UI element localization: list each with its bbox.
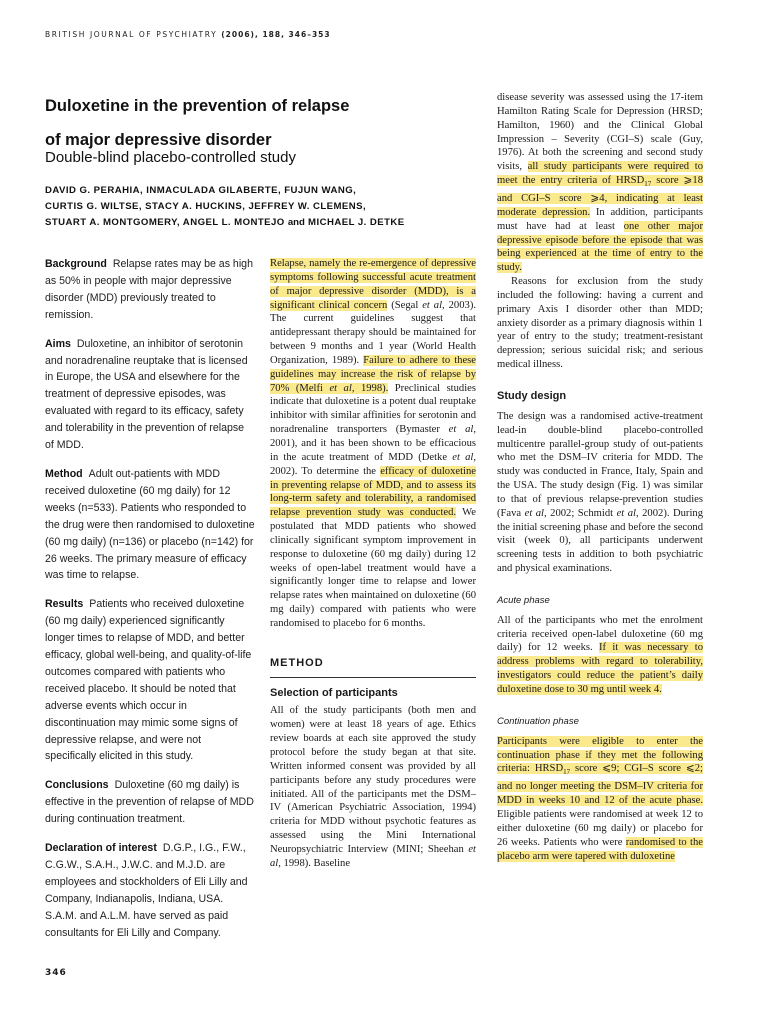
page-number: 346 (45, 968, 67, 978)
acute-phase-heading: Acute phase (497, 594, 550, 606)
method-heading: METHOD (270, 657, 476, 678)
journal-name: BRITISH JOURNAL OF PSYCHIATRY (45, 30, 218, 39)
author-line-2: CURTIS G. WILTSE, STACY A. HUCKINS, JEFFREY W. CLEMENS, (45, 201, 367, 212)
running-head (45, 30, 331, 39)
intro-paragraph: Relapse, namely the re-emergence of depressive symptoms following successful acute treatment of major depressive disorder (MDD), is a significant clinical concern (Segal et al, 2003). The current guidelines suggest that antidepressant therapy should be maintained for between 9 months and 1 year (World Health Organization, 1989). Failure to adhere to these guidelines may increase the risk of relapse by 70% (Melfi et al, 1998). Preclinical studies indicate that duloxetine is a potent dual reuptake inhibitor with similar affinities for serotonin and noradrenaline transporters (Bymaster et al, 2001), and it has been shown to be efficacious in the acute treatment of MDD (Detke et al, 2002). To determine the efficacy of duloxetine in preventing relapse of MDD, and to assess its long-term safety and tolerability, a randomised relapse prevention study was conducted. We postulated that MDD patients who showed clinically significant symptom improvement in response to duloxetine (60 mg daily) during 12 weeks of open-label treatment would have a significantly longer time to relapse and lower relapse rates when maintained on duloxetine (60 mg daily) compared with patients who were randomised to placebo for 6 months. (270, 258, 477, 629)
acute-phase-paragraph: All of the participants who met the enrolment criteria received open-label duloxetine (60 mg daily) for 12 weeks. If it was necessary to address problems with regard to tolerability, investigators could reduce the patient’s daily duloxetine dose to 30 mg until week 4. (497, 614, 703, 696)
abstract-results: Results Patients who received duloxetine (60 mg daily) experienced significantly longer times to relapse of MDD, and better efficacy, global well-being, and quality-of-life outcomes compared with patients who received placebo. It should be noted that adverse events which occur in discontinuation may mimic some signs of depressive relapse, and were not specifically elicited in this study. (45, 598, 252, 763)
continuation-paragraph: Participants were eligible to enter the continuation phase if they met the following criteria: $HRSD_{17}$ score ⩽9; CGI–S score ⩽2; and no longer meeting the DSM–IV criteria for MDD in weeks 10 and 12 of the acute phase. Eligible patients were randomised at week 12 to either duloxetine (60 mg daily) or placebo for 26 weeks. Patients who were randomised to the placebo arm were tapered with duloxetine (497, 735, 703, 862)
abstract-method: Method Adult out-patients with MDD received duloxetine (60 mg daily) for 12 weeks (n=533). Patients who responded to the drug were then randomised to duloxetine (60 mg daily) (n=136) or placebo (n=142) for 26 weeks. The primary measure of efficacy was time to relapse. (45, 467, 255, 582)
article-subtitle: Double-blind placebo-controlled study (45, 149, 296, 166)
selection-heading: Selection of participants (270, 686, 398, 699)
abstract (45, 256, 255, 954)
article-title (45, 89, 485, 157)
author-line-1: DAVID G. PERAHIA, INMACULADA GILABERTE, FUJUN WANG, (45, 185, 357, 196)
right-column (497, 91, 703, 863)
title-line-1: Duloxetine in the prevention of relapse (45, 97, 350, 115)
title-line-2: of major depressive disorder (45, 131, 272, 149)
criteria-paragraph: disease severity was assessed using the 17-item Hamilton Rating Scale for Depression (HRSD; Hamilton, 1960) and the Clinical Global Impression – Severity (CGI–S) scale (Guy, 1976). At both the screening and second study visits, all study participants were required to meet the entry criteria of $HRSD_{17}$ score ⩾18 and CGI–S score ⩾4, indicating at least moderate depression. In addition, participants must have had at least one other major depressive episode before the episode that was being experienced at the time of entry to the study. (497, 92, 703, 274)
author-list (45, 183, 485, 231)
author-line-3: STUART A. MONTGOMERY, ANGEL L. MONTEJO and MICHAEL J. DETKE (45, 217, 405, 228)
citation: (2006), 188, 346–353 (221, 30, 331, 39)
abstract-background: Background Relapse rates may be as high as 50% in people with major depressive disorder (MDD) previously treated to remission. (45, 258, 253, 321)
study-design-heading: Study design (497, 389, 567, 402)
selection-paragraph: All of the study participants (both men and women) were at least 18 years of age. Ethics review boards at each site approved the study protocol before the study began at that site. Written informed consent was provided by all participants before any study procedures were initiated. All of the participants met the DSM–IV (American Psychiatric Association, 1994) criteria for MDD without psychotic features as assessed using the Mini International Neuropsychiatric Interview (MINI; Sheehan et al, 1998). Baseline (270, 705, 476, 869)
abstract-conclusions: Conclusions Duloxetine (60 mg daily) is effective in the prevention of relapse of MDD during continuation treatment. (45, 779, 254, 826)
continuation-phase-heading: Continuation phase (497, 715, 579, 727)
study-design-paragraph: The design was a randomised active-treatment lead-in double-blind placebo-controlled multicentre parallel-group study of out-patients who met the DSM–IV criteria for MDD. The study was conducted in France, Italy, Spain and the USA. The study design (Fig. 1) was similar to that of previous relapse-prevention studies (Fava et al, 2002; Schmidt et al, 2002). During the initial screening phase and before the second visit (week 0), all participants underwent screening tests in addition to both psychiatric and physical examinations. (497, 410, 703, 575)
middle-column (270, 257, 476, 871)
exclusion-paragraph: Reasons for exclusion from the study included the following: having a current and primary Axis I disorder other than MDD; anxiety disorder as a primary diagnosis within 1 year of entry to the study; treatment-resistant depression; serious suicidal risk; and serious medical illness. (497, 276, 703, 371)
abstract-aims: Aims Duloxetine, an inhibitor of serotonin and noradrenaline reuptake that is licensed in Europe, the USA and elsewhere for the treatment of depressive episodes, was evaluated with regard to its efficacy, safety and tolerability in the prevention of relapse of MDD. (45, 337, 248, 452)
abstract-declaration: Declaration of interest D.G.P., I.G., F.W., C.G.W., S.A.H., J.W.C. and M.J.D. are employees and stockholders of Eli Lilly and Company, Indianapolis, Indiana, USA. S.A.M. and A.L.M. have served as paid consultants for Eli Lilly and Company. (45, 842, 248, 939)
